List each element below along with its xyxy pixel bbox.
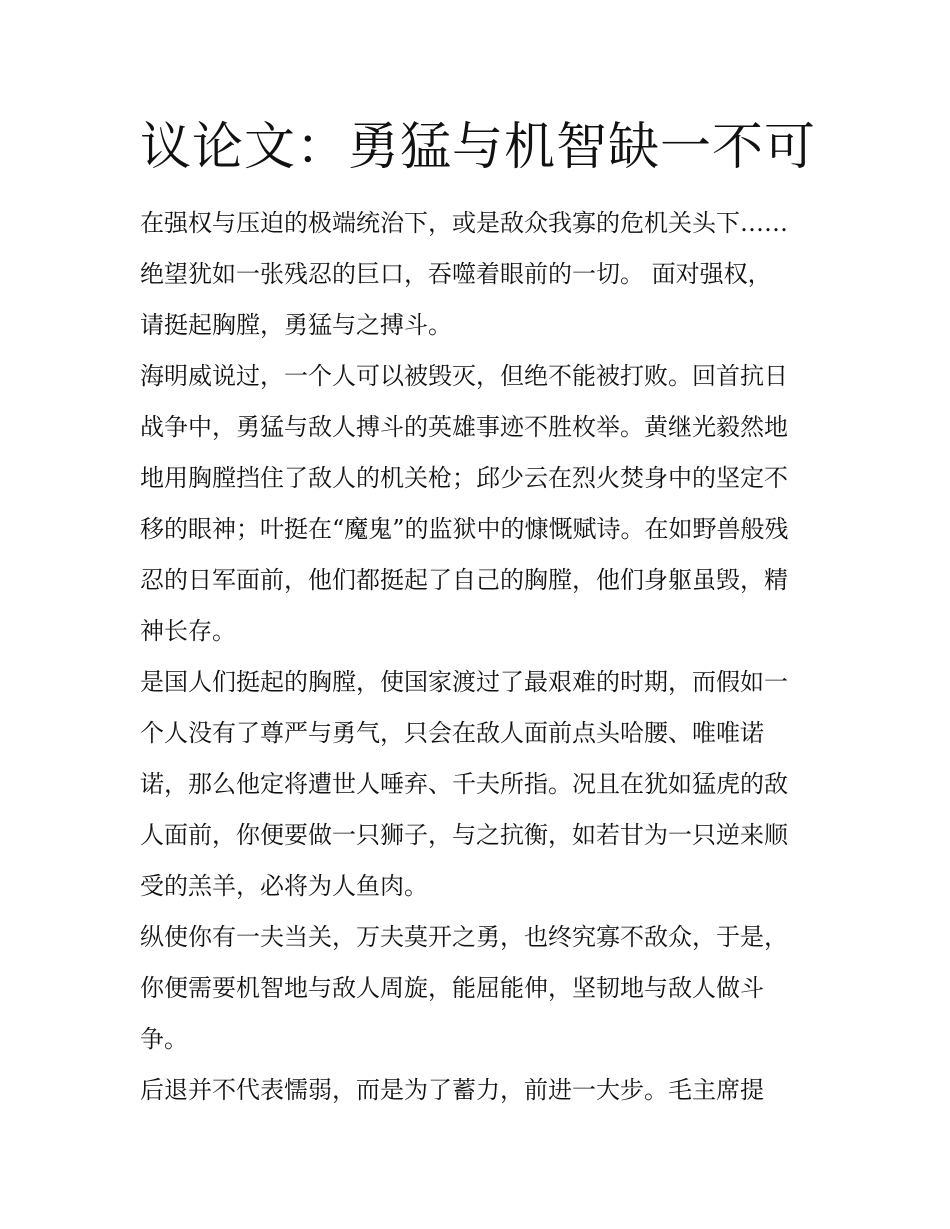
document-title: 议论文：勇猛与机智缺一不可 [140,118,817,177]
text-line: 争。 [140,1025,188,1053]
text-line: 受的羔羊，必将为人鱼肉。 [140,872,428,900]
text-line: 你便需要机智地与敌人周旋，能屈能伸，坚韧地与敌人做斗 [140,974,764,1002]
text-line: 海明威说过，一个人可以被毁灭，但绝不能被打败。回首抗日 [140,362,788,390]
document-body [140,198,820,1116]
text-line: 忍的日军面前，他们都挺起了自己的胸膛，他们身躯虽毁，精 [140,566,788,594]
text-line: 是国人们挺起的胸膛，使国家渡过了最艰难的时期，而假如一 [140,668,788,696]
text-line: 后退并不代表懦弱，而是为了蓄力，前进一大步。毛主席提 [140,1076,764,1104]
text-line: 地用胸膛挡住了敌人的机关枪；邱少云在烈火焚身中的坚定不 [140,464,788,492]
text-line: 绝望犹如一张残忍的巨口，吞噬着眼前的一切。 面对强权， [140,260,772,288]
text-line: 神长存。 [140,617,236,645]
text-line: 在强权与压迫的极端统治下，或是敌众我寡的危机关头下…… [140,209,788,237]
text-line: 纵使你有一夫当关，万夫莫开之勇，也终究寡不敌众，于是， [140,923,788,951]
text-line: 诺，那么他定将遭世人唾弃、千夫所指。况且在犹如猛虎的敌 [140,770,788,798]
text-line: 个人没有了尊严与勇气，只会在敌人面前点头哈腰、唯唯诺 [140,719,764,747]
text-line: 人面前，你便要做一只狮子，与之抗衡，如若甘为一只逆来顺 [140,821,788,849]
text-line: 移的眼神；叶挺在“魔鬼”的监狱中的慷慨赋诗。在如野兽般残 [140,515,789,543]
text-line: 战争中，勇猛与敌人搏斗的英雄事迹不胜枚举。黄继光毅然地 [140,413,788,441]
text-line: 请挺起胸膛，勇猛与之搏斗。 [140,311,452,339]
